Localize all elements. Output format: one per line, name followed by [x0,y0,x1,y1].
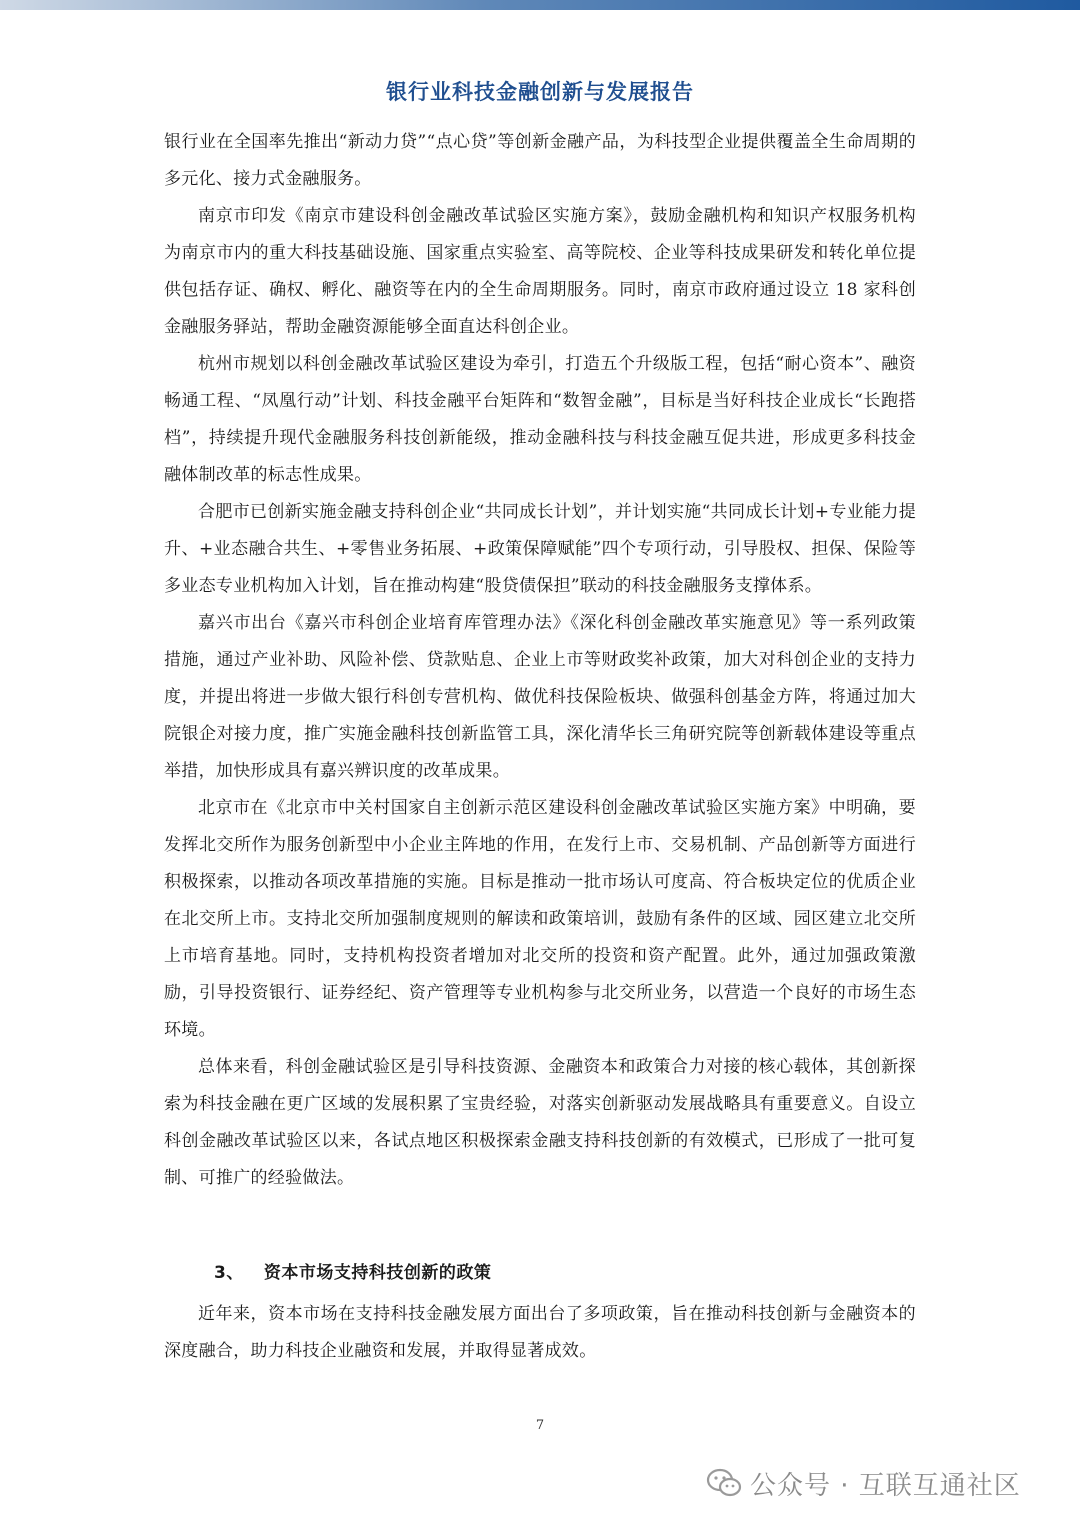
paragraph-hangzhou: 杭州市规划以科创金融改革试验区建设为牵引，打造五个升级版工程，包括“耐心资本”、融资畅通工程、“凤凰行动”计划、科技金融平台矩阵和“数智金融”，目标是当好科技企业成长“长跑搭档”，持续提升现代金融服务科技创新能级，推动金融科技与科技金融互促共进，形成更多科技金融体制改革的标志性成果。 [164,354,916,485]
body-text-main [164,124,916,1197]
section-paragraph: 近年来，资本市场在支持科技金融发展方面出台了多项政策，旨在推动科技创新与金融资本的深度融合，助力科技企业融资和发展，并取得显著成效。 [164,1304,916,1361]
report-title: 银行业科技金融创新与发展报告 [386,80,694,104]
wechat-icon [706,1468,742,1498]
section-heading [214,1258,491,1283]
body-text-section [164,1296,916,1370]
watermark-text: 公众号 · 互联互通社区 [750,1470,1021,1501]
section-number: 3、 [214,1263,244,1283]
paragraph-nanjing: 南京市印发《南京市建设科创金融改革试验区实施方案》，鼓励金融机构和知识产权服务机构为南京市内的重大科技基础设施、国家重点实验室、高等院校、企业等科技成果研发和转化单位提供包括存证、确权、孵化、融资等在内的全生命周期服务。同时，南京市政府通过设立 18 家科创金融服务驿站，帮助金融资源能够全面直达科创企业。 [164,206,916,337]
paragraph-summary: 总体来看，科创金融试验区是引导科技资源、金融资本和政策合力对接的核心载体，其创新探索为科技金融在更广区域的发展积累了宝贵经验，对落实创新驱动发展战略具有重要意义。自设立科创金融改革试验区以来，各试点地区积极探索金融支持科技创新的有效模式，已形成了一批可复制、可推广的经验做法。 [164,1057,916,1188]
intro-paragraph: 银行业在全国率先推出“新动力贷”“点心贷”等创新金融产品，为科技型企业提供覆盖全生命周期的多元化、接力式金融服务。 [164,132,916,189]
paragraph-beijing: 北京市在《北京市中关村国家自主创新示范区建设科创金融改革试验区实施方案》中明确，要发挥北交所作为服务创新型中小企业主阵地的作用，在发行上市、交易机制、产品创新等方面进行积极探索，以推动各项改革措施的实施。目标是推动一批市场认可度高、符合板块定位的优质企业在北交所上市。支持北交所加强制度规则的解读和政策培训，鼓励有条件的区域、园区建立北交所上市培育基地。同时，支持机构投资者增加对北交所的投资和资产配置。此外，通过加强政策激励，引导投资银行、证券经纪、资产管理等专业机构参与北交所业务，以营造一个良好的市场生态环境。 [164,798,916,1040]
page-number: 7 [535,1418,545,1433]
section-title: 资本市场支持科技创新的政策 [263,1263,492,1283]
watermark [706,1460,1021,1506]
top-accent-bar [0,0,1080,10]
paragraph-hefei: 合肥市已创新实施金融支持科创企业“共同成长计划”，并计划实施“共同成长计划+专业能力提升、+业态融合共生、+零售业务拓展、+政策保障赋能”四个专项行动，引导股权、担保、保险等多业态专业机构加入计划，旨在推动构建“股贷债保担”联动的科技金融服务支撑体系。 [164,502,916,596]
paragraph-jiaxing: 嘉兴市出台《嘉兴市科创企业培育库管理办法》《深化科创金融改革实施意见》等一系列政策措施，通过产业补助、风险补偿、贷款贴息、企业上市等财政奖补政策，加大对科创企业的支持力度，并提出将进一步做大银行科创专营机构、做优科技保险板块、做强科创基金方阵，将通过加大院银企对接力度，推广实施金融科技创新监管工具，深化清华长三角研究院等创新载体建设等重点举措，加快形成具有嘉兴辨识度的改革成果。 [164,613,916,781]
